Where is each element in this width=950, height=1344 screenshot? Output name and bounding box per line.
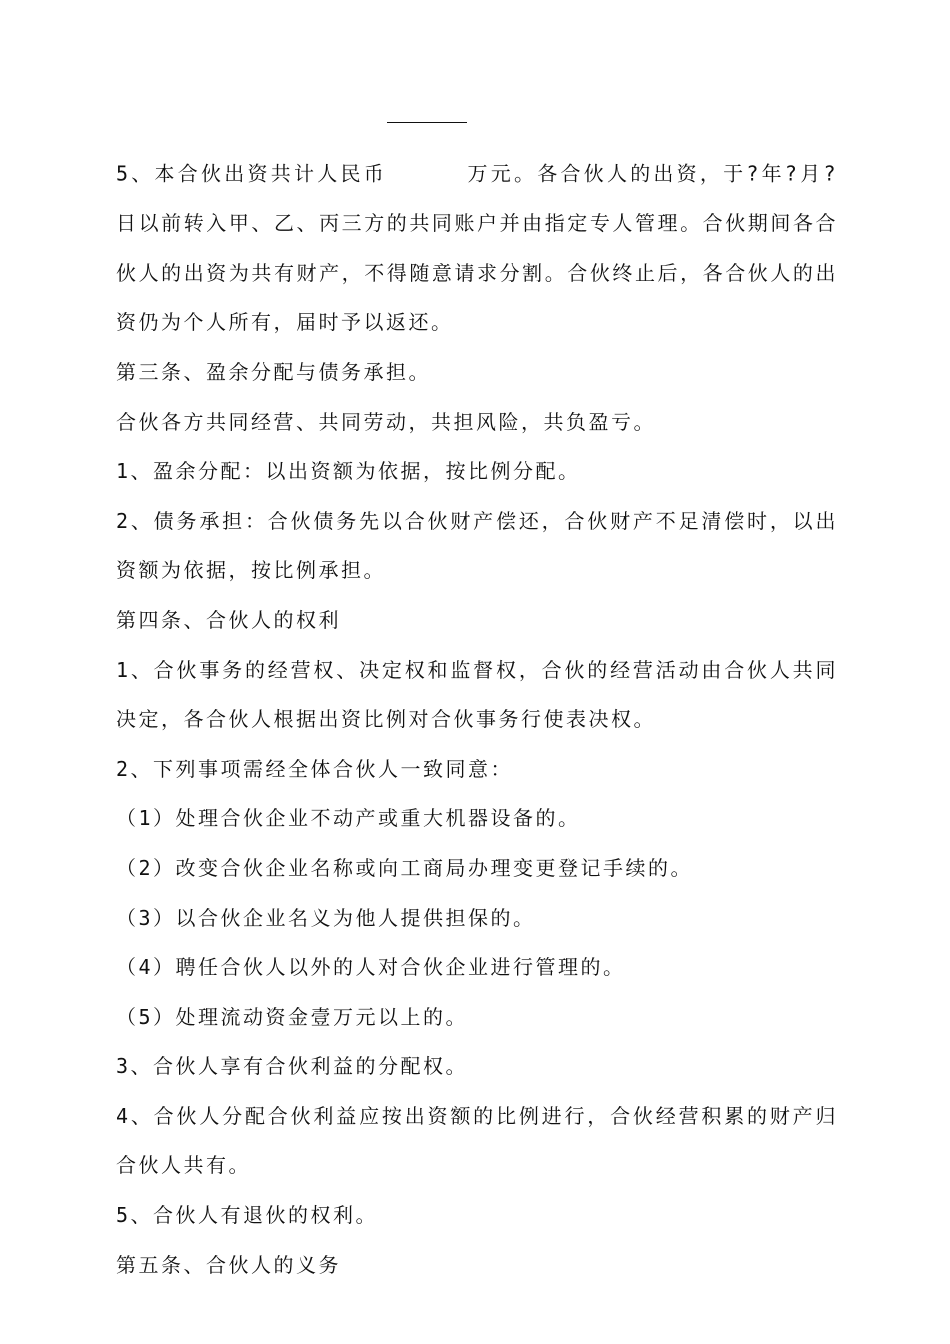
paragraph: 1、盈余分配：以出资额为依据，按比例分配。	[116, 459, 581, 484]
document-body	[116, 102, 838, 1290]
paragraph: 2、下列事项需经全体合伙人一致同意：	[116, 756, 514, 781]
list-item: （4）聘任合伙人以外的人对合伙企业进行管理的。	[116, 955, 626, 980]
list-item: （5）处理流动资金壹万元以上的。	[116, 1004, 469, 1029]
paragraph: 2、债务承担：合伙债务先以合伙财产偿还，合伙财产不足清偿时，以出资额为依据，按比例承担。	[116, 508, 838, 583]
paragraph: 4、合伙人分配合伙利益应按出资额的比例进行，合伙经营积累的财产归合伙人共有。	[116, 1103, 838, 1178]
list-item: （3）以合伙企业名义为他人提供担保的。	[116, 905, 536, 930]
paragraph-text: 5、本合伙出资共计人民币	[116, 161, 387, 186]
paragraph: 合伙各方共同经营、共同劳动，共担风险，共负盈亏。	[116, 409, 656, 434]
list-item: （2）改变合伙企业名称或向工商局办理变更登记手续的。	[116, 855, 694, 880]
list-item: （1）处理合伙企业不动产或重大机器设备的。	[116, 806, 581, 831]
section-heading-article-4: 第四条、合伙人的权利	[116, 607, 341, 632]
paragraph-capital-contribution	[116, 102, 838, 348]
paragraph: 5、合伙人有退伙的权利。	[116, 1203, 379, 1228]
section-heading-article-3: 第三条、盈余分配与债务承担。	[116, 359, 431, 384]
paragraph: 1、合伙事务的经营权、决定权和监督权，合伙的经营活动由合伙人共同决定，各合伙人根据出资比例对合伙事务行使表决权。	[116, 657, 838, 732]
section-heading-article-5: 第五条、合伙人的义务	[116, 1252, 341, 1277]
paragraph-text: 万元。各合伙人的出资，于?年?月?日以前转入甲、乙、丙三方的共同账户并由指定专人管理。合伙期间各合伙人的出资为共有财产，不得随意请求分割。合伙终止后，各合伙人的出资仍为个人所有，届时予以返还。	[116, 161, 838, 335]
amount-blank	[387, 102, 467, 123]
paragraph: 3、合伙人享有合伙利益的分配权。	[116, 1054, 469, 1079]
